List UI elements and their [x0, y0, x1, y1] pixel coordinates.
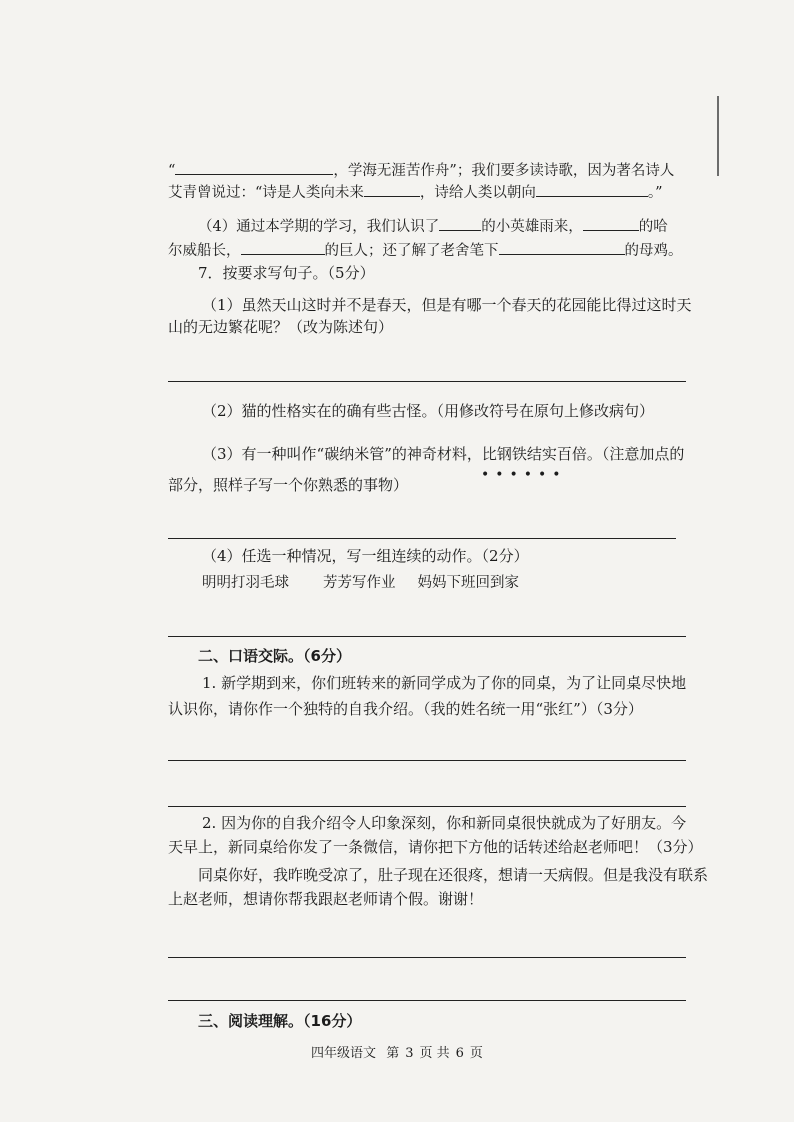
q7-s3-line2: 部分，照样子写一个你熟悉的事物） — [168, 476, 409, 494]
q6-4-text: 尔威船长， — [168, 243, 241, 259]
s2-q2-line2: 天早上，新同桌给你发了一条微信，请你把下方他的话转述给赵老师吧！（3分） — [168, 838, 703, 856]
footer-text: 页 — [469, 1046, 483, 1061]
answer-blank[interactable] — [536, 179, 648, 197]
q7-options — [202, 572, 519, 594]
q6-3-text3: ，诗给人类以朝向 — [419, 185, 536, 201]
q7-s3-line1: （3）有一种叫作“碳纳米管”的神奇材料，比钢铁结实百倍。（注意加点的 — [202, 445, 685, 463]
answer-blank[interactable] — [175, 157, 333, 175]
q6-3-line2 — [168, 179, 663, 204]
answer-line[interactable] — [168, 760, 686, 761]
answer-line[interactable] — [168, 381, 686, 382]
q7-s2: （2）猫的性格实在的确有些古怪。（用修改符号在原句上修改病句） — [202, 402, 655, 420]
q7-s4: （4）任选一种情况，写一组连续的动作。（2分） — [202, 547, 529, 565]
answer-blank[interactable] — [364, 179, 420, 197]
answer-blank[interactable] — [583, 213, 639, 231]
footer-subject: 四年级语文 — [311, 1046, 377, 1061]
answer-line[interactable] — [168, 957, 686, 958]
q7-title: 7．按要求写句子。（5分） — [198, 264, 375, 282]
s2-q2-line3: 同桌你好，我昨晚受凉了，肚子现在还很疼，想请一天病假。但是我没有联系 — [198, 866, 709, 884]
section2-title: 二、口语交际。（6分） — [198, 647, 351, 665]
option-item: 妈妈下班回到家 — [417, 575, 519, 591]
q6-4-text: 的哈 — [638, 219, 668, 235]
q6-3-text: ，学海无涯苦作舟”；我们要多读诗歌，因为著名诗人 — [333, 163, 675, 179]
q6-4-line1 — [198, 213, 668, 238]
footer-text: 页 共 — [419, 1046, 450, 1061]
s2-q2-line1: 2. 因为你的自我介绍令人印象深刻，你和新同桌很快就成为了好朋友。今 — [202, 814, 687, 832]
q6-4-text: 的小英雄雨来， — [481, 219, 583, 235]
footer-total-pages: 6 — [455, 1046, 464, 1061]
answer-blank[interactable] — [499, 237, 625, 255]
option-item: 明明打羽毛球 — [202, 575, 289, 591]
page-edge-shadow — [717, 96, 719, 176]
q6-4-text: 的巨人；还了解了老舍笔下 — [324, 243, 499, 259]
footer-page-number: 3 — [405, 1046, 414, 1061]
section3-title: 三、阅读理解。（16分） — [198, 1012, 362, 1030]
answer-line[interactable] — [168, 1000, 686, 1001]
answer-line[interactable] — [168, 806, 686, 807]
page-footer — [0, 1042, 794, 1061]
answer-line[interactable] — [168, 538, 676, 539]
emphasis-dots: •••••• — [481, 467, 567, 483]
q6-4-text: 的母鸡。 — [624, 243, 683, 259]
q6-4-line2 — [168, 237, 683, 262]
q7-s1-line2: 山的无边繁花呢？（改为陈述句） — [168, 318, 394, 336]
q6-4-text: （4）通过本学期的学习，我们认识了 — [198, 219, 440, 235]
s2-q1-line2: 认识你，请你作一个独特的自我介绍。（我的姓名统一用“张红”）（3分） — [168, 700, 643, 718]
q7-s1-line1: （1）虽然天山这时并不是春天，但是有哪一个春天的花园能比得过这时天 — [202, 296, 692, 314]
option-item: 芳芳写作业 — [323, 575, 396, 591]
s2-q2-line4: 上赵老师，想请你帮我跟赵老师请个假。谢谢！ — [168, 890, 484, 908]
s2-q1-line1: 1. 新学期到来，你们班转来的新同学成为了你的同桌，为了让同桌尽快地 — [202, 674, 687, 692]
answer-blank[interactable] — [439, 213, 481, 231]
footer-text: 第 — [386, 1046, 400, 1061]
q6-3-text2: 艾青曾说过：“诗是人类向未来 — [168, 185, 364, 201]
answer-line[interactable] — [168, 636, 686, 637]
answer-blank[interactable] — [241, 237, 325, 255]
open-quote: “ — [168, 163, 176, 179]
q6-3-text4: 。” — [647, 185, 663, 201]
